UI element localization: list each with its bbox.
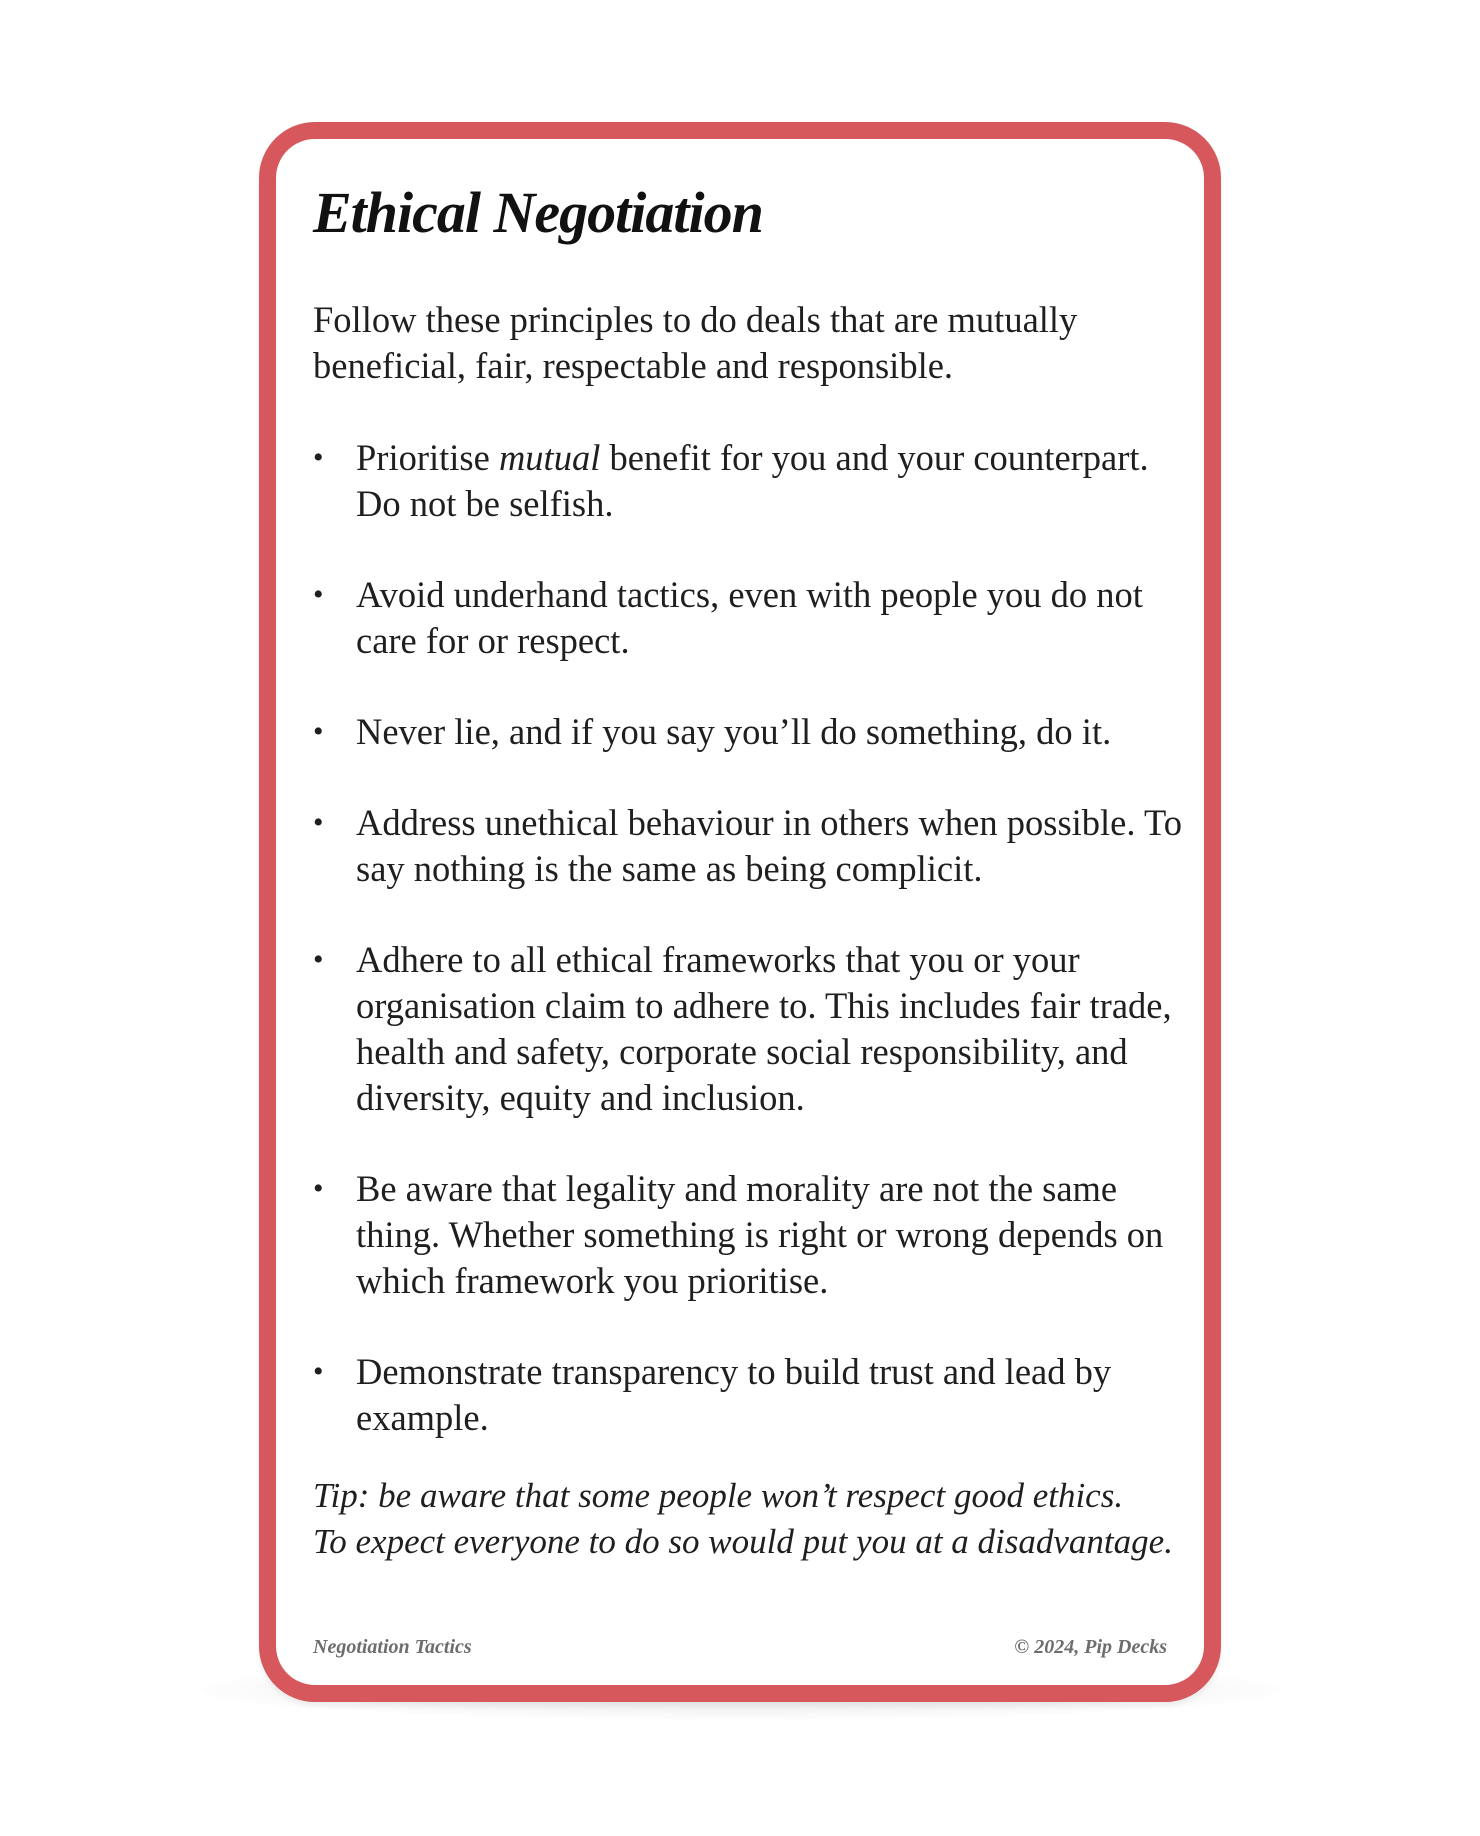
principle-item [313, 1166, 1193, 1304]
bullet-icon: • [313, 943, 324, 976]
tip-line-1: Tip: be aware that some people won’t respect good ethics. [313, 1476, 1124, 1515]
principle-item [313, 435, 1193, 527]
bullet-icon: • [313, 1355, 324, 1388]
principle-item [313, 1349, 1193, 1441]
footer-copyright: © 2024, Pip Decks [1014, 1636, 1167, 1658]
card-title: Ethical Negotiation [313, 180, 763, 245]
principle-emphasis: mutual [498, 437, 601, 478]
card [259, 122, 1221, 1702]
card-intro: Follow these principles to do deals that are mutually beneficial, fair, respectable and responsible. [313, 299, 1078, 386]
principle-text: Address unethical behaviour in others when possible. To say nothing is the same as being complicit. [356, 802, 1182, 889]
principle-text: Never lie, and if you say you’ll do something, do it. [356, 711, 1112, 752]
footer-deck-name: Negotiation Tactics [313, 1636, 472, 1658]
principles-list [313, 435, 1193, 1441]
principle-text: Demonstrate transparency to build trust and lead by example. [356, 1351, 1112, 1438]
principle-text: Be aware that legality and morality are not the same thing. Whether something is right or wrong depends on which framework you prioritise. [356, 1168, 1164, 1301]
principle-text [356, 435, 1193, 527]
bullet-icon: • [313, 441, 324, 474]
principle-item [313, 572, 1193, 664]
bullet-icon: • [313, 806, 324, 839]
card-content [313, 139, 1182, 1685]
principle-text: Avoid underhand tactics, even with people you do not care for or respect. [356, 574, 1143, 661]
principle-text: Adhere to all ethical frameworks that you or your organisation claim to adhere to. This includes fair trade, health and safety, corporate social responsibility, and diversity, equity and inclusion. [356, 939, 1172, 1118]
principle-text-before: Prioritise [356, 437, 499, 478]
tip-line-2: To expect everyone to do so would put you at a disadvantage. [313, 1522, 1173, 1561]
principle-item [313, 709, 1193, 755]
principle-item [313, 800, 1193, 892]
principle-item [313, 937, 1193, 1121]
principle-text-after: benefit for you and your counterpart. Do not be selfish. [356, 437, 1149, 524]
bullet-icon: • [313, 1172, 324, 1205]
bullet-icon: • [313, 578, 324, 611]
bullet-icon: • [313, 715, 324, 748]
tip-text [313, 1473, 1193, 1565]
